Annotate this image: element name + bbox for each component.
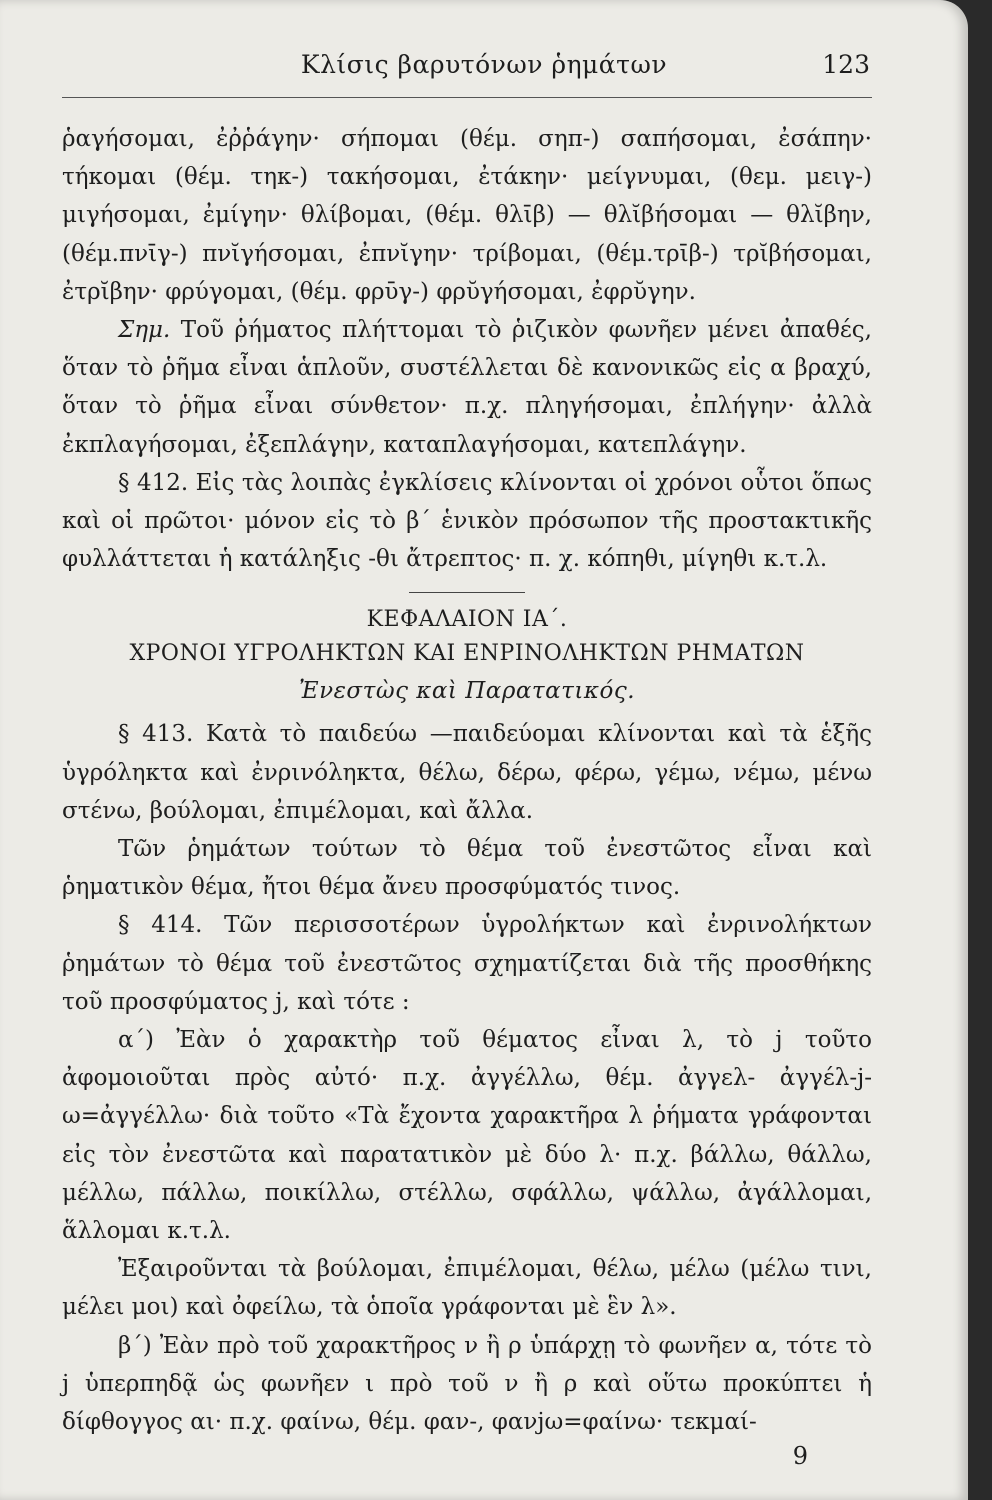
body-text [62, 120, 872, 1441]
running-title: Κλίσις βαρυτόνων ῥημάτων [300, 50, 668, 79]
paragraph-414: § 414. Τῶν περισσοτέρων ὑγρολήκτων καὶ ἐνρινολήκτων ῥημάτων τὸ θέμα τοῦ ἐνεστῶτος σχηματίζεται διὰ τῆς προσθήκης τοῦ προσφύματος j, καὶ τότε : [62, 912, 872, 1015]
signature-mark: 9 [792, 1442, 808, 1470]
paragraph-stem: Τῶν ῥημάτων τούτων τὸ θέμα τοῦ ἐνεστῶτος εἶναι καὶ ῥηματικὸν θέμα, ἤτοι θέμα ἄνευ προσφύματός τινος. [62, 836, 872, 901]
chapter-subtitle: Ἐνεστὼς καὶ Παρατατικός. [298, 678, 636, 705]
paragraph-exceptions: Ἐξαιροῦνται τὰ βούλομαι, ἐπιμέλομαι, θέλω, μέλω (μέλω τινι, μέλει μοι) καὶ ὀφείλω, τὰ ὁποῖα γράφονται μὲ ἓν λ». [62, 1256, 872, 1321]
running-head [0, 50, 968, 90]
paragraph-note [62, 311, 872, 464]
paragraph-alpha: α΄) Ἐὰν ὁ χαρακτὴρ τοῦ θέματος εἶναι λ, τὸ j τοῦτο ἀφομοιοῦται πρὸς αὐτό· π.χ. ἀγγέλλω, θέμ. ἀγγελ- ἀγγέλ-j-ω=ἀγγέλλω· διὰ τοῦτο «Τὰ ἔχοντα χαρακτῆρα λ ῥήματα γράφονται εἰς τὸν ἐνεστῶτα καὶ παρατατικὸν μὲ δύο λ· π.χ. βάλλω, θάλλω, μέλλω, πάλλω, ποικίλλω, στέλλω, σφάλλω, ψάλλω, ἀγάλλομαι, ἅλλομαι κ.τ.λ. [62, 1027, 872, 1245]
section-separator [409, 592, 525, 593]
page-number: 123 [822, 50, 870, 79]
note-label: Σημ. [118, 317, 171, 344]
paragraph-413: § 413. Κατὰ τὸ παιδεύω —παιδεύομαι κλίνονται καὶ τὰ ἑξῆς ὑγρόληκτα καὶ ἐνρινόληκτα, θέλω, δέρω, φέρω, γέμω, νέμω, μένω στένω, βούλομαι, ἐπιμέλομαι, καὶ ἄλλα. [62, 721, 872, 824]
note-text: Τοῦ ῥήματος πλήττομαι τὸ ῥιζικὸν φωνῆεν μένει ἀπαθές, ὅταν τὸ ῥῆμα εἶναι ἁπλοῦν, συστέλλεται δὲ κανονικῶς εἰς α βραχύ, ὅταν τὸ ῥῆμα εἶναι σύνθετον· π.χ. πληγήσομαι, ἐπλήγην· ἀλλὰ ἐκπλαγήσομαι, ἐξεπλάγην, καταπλαγήσομαι, κατεπλάγην. [62, 317, 872, 458]
paragraph-412: § 412. Εἰς τὰς λοιπὰς ἐγκλίσεις κλίνονται οἱ χρόνοι οὗτοι ὅπως καὶ οἱ πρῶτοι· μόνον εἰς τὸ β΄ ἑνικὸν πρόσωπον τῆς προστακτικῆς φυλλάττεται ἡ κατάληξις -θι ἄτρεπτος· π. χ. κόπηθι, μίγηθι κ.τ.λ. [62, 469, 872, 573]
chapter-number: ΚΕΦΑΛΑΙΟΝ ΙΑ΄. [366, 607, 568, 633]
paragraph-beta: β΄) Ἐὰν πρὸ τοῦ χαρακτῆρος ν ἢ ρ ὑπάρχῃ τὸ φωνῆεν α, τότε τὸ j ὑπερπηδᾷ ὡς φωνῆεν ι πρὸ τοῦ ν ἢ ρ καὶ οὕτω προκύπτει ἡ δίφθογγος αι· π.χ. φαίνω, θέμ. φαν-, φανjω=φαίνω· τεκμαί- [62, 1332, 872, 1436]
header-rule [62, 97, 872, 98]
chapter-title: ΧΡΟΝΟΙ ΥΓΡΟΛΗΚΤΩΝ ΚΑΙ ΕΝΡΙΝΟΛΗΚΤΩΝ ΡΗΜΑΤΩΝ [129, 641, 805, 667]
paragraph-continuation: ῥαγήσομαι, ἐῤῥάγην· σήπομαι (θέμ. σηπ-) σαπήσομαι, ἐσάπην· τήκομαι (θέμ. τηκ-) τακήσομαι, ἐτάκην· μείγνυμαι, (θεμ. μειγ-) μιγήσομαι, ἐμίγην· θλίβομαι, (θέμ. θλῑβ) — θλῐβήσομαι — θλῐβην, (θέμ.πνῑγ-) πνῐγήσομαι, ἐπνῐγην· τρίβομαι, (θέμ.τρῑβ-) τρῐβήσομαι, ἐτρῐβην· φρύγομαι, (θέμ. φρῡγ-) φρῠγήσομαι, ἐφρῠγην. [62, 126, 872, 305]
